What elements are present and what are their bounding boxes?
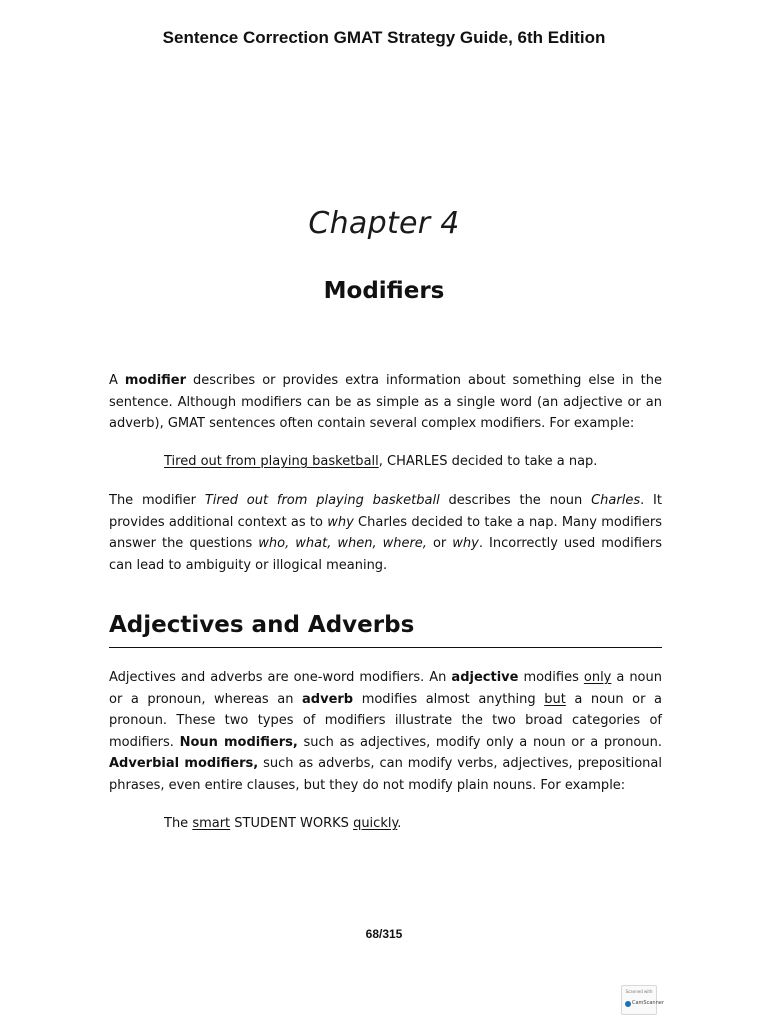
chapter-title: Modifiers bbox=[323, 278, 445, 304]
section-divider bbox=[109, 647, 662, 648]
term-noun-modifiers: Noun modifiers, bbox=[179, 734, 298, 750]
underlined-modifier: Tired out from playing basketball bbox=[164, 454, 379, 469]
intro-paragraph-1: A modifier describes or provides extra information about something else in the sentence. Although modifiers can be as simple as a single word (an adjective or an adverb), GMAT sentences often contain several complex modifiers. For example: bbox=[109, 373, 662, 431]
example-sentence-2: The smart STUDENT WORKS quickly. bbox=[164, 816, 402, 831]
section-heading: Adjectives and Adverbs bbox=[109, 612, 415, 638]
camscanner-watermark: Scanned with CamScanner bbox=[621, 985, 657, 1015]
term-modifier: modifier bbox=[124, 373, 187, 388]
term-adverb: adverb bbox=[302, 691, 354, 707]
page-number: 68/315 bbox=[365, 927, 403, 941]
term-adjective: adjective bbox=[451, 670, 519, 685]
term-adverbial-modifiers: Adverbial modifiers, bbox=[109, 756, 259, 771]
document-header: Sentence Correction GMAT Strategy Guide, 6th Edition bbox=[162, 28, 606, 47]
chapter-label: Chapter 4 bbox=[308, 206, 460, 241]
camscanner-logo-icon bbox=[625, 1001, 631, 1007]
example-sentence-1: Tired out from playing basketball, CHARLES decided to take a nap. bbox=[164, 454, 598, 469]
section-paragraph-1: Adjectives and adverbs are one-word modifiers. An adjective modifies only a noun or a pronoun, whereas an adverb modifies almost anything but a noun or a pronoun. These two types of modifiers illustrate the two broad categories of modifiers. Noun modifiers, such as adjectives, modify only a noun or a pronoun. Adverbial modifiers, such as adverbs, can modify verbs, adjectives, prepositional phrases, even entire clauses, but they do not modify plain nouns. For example: bbox=[109, 670, 662, 793]
intro-paragraph-2: The modifier Tired out from playing basketball describes the noun Charles. It provides additional context as to why Charles decided to take a nap. Many modifiers answer the questions who, what, when, where, or why. Incorrectly used modifiers can lead to ambiguity or illogical meaning. bbox=[109, 493, 662, 573]
